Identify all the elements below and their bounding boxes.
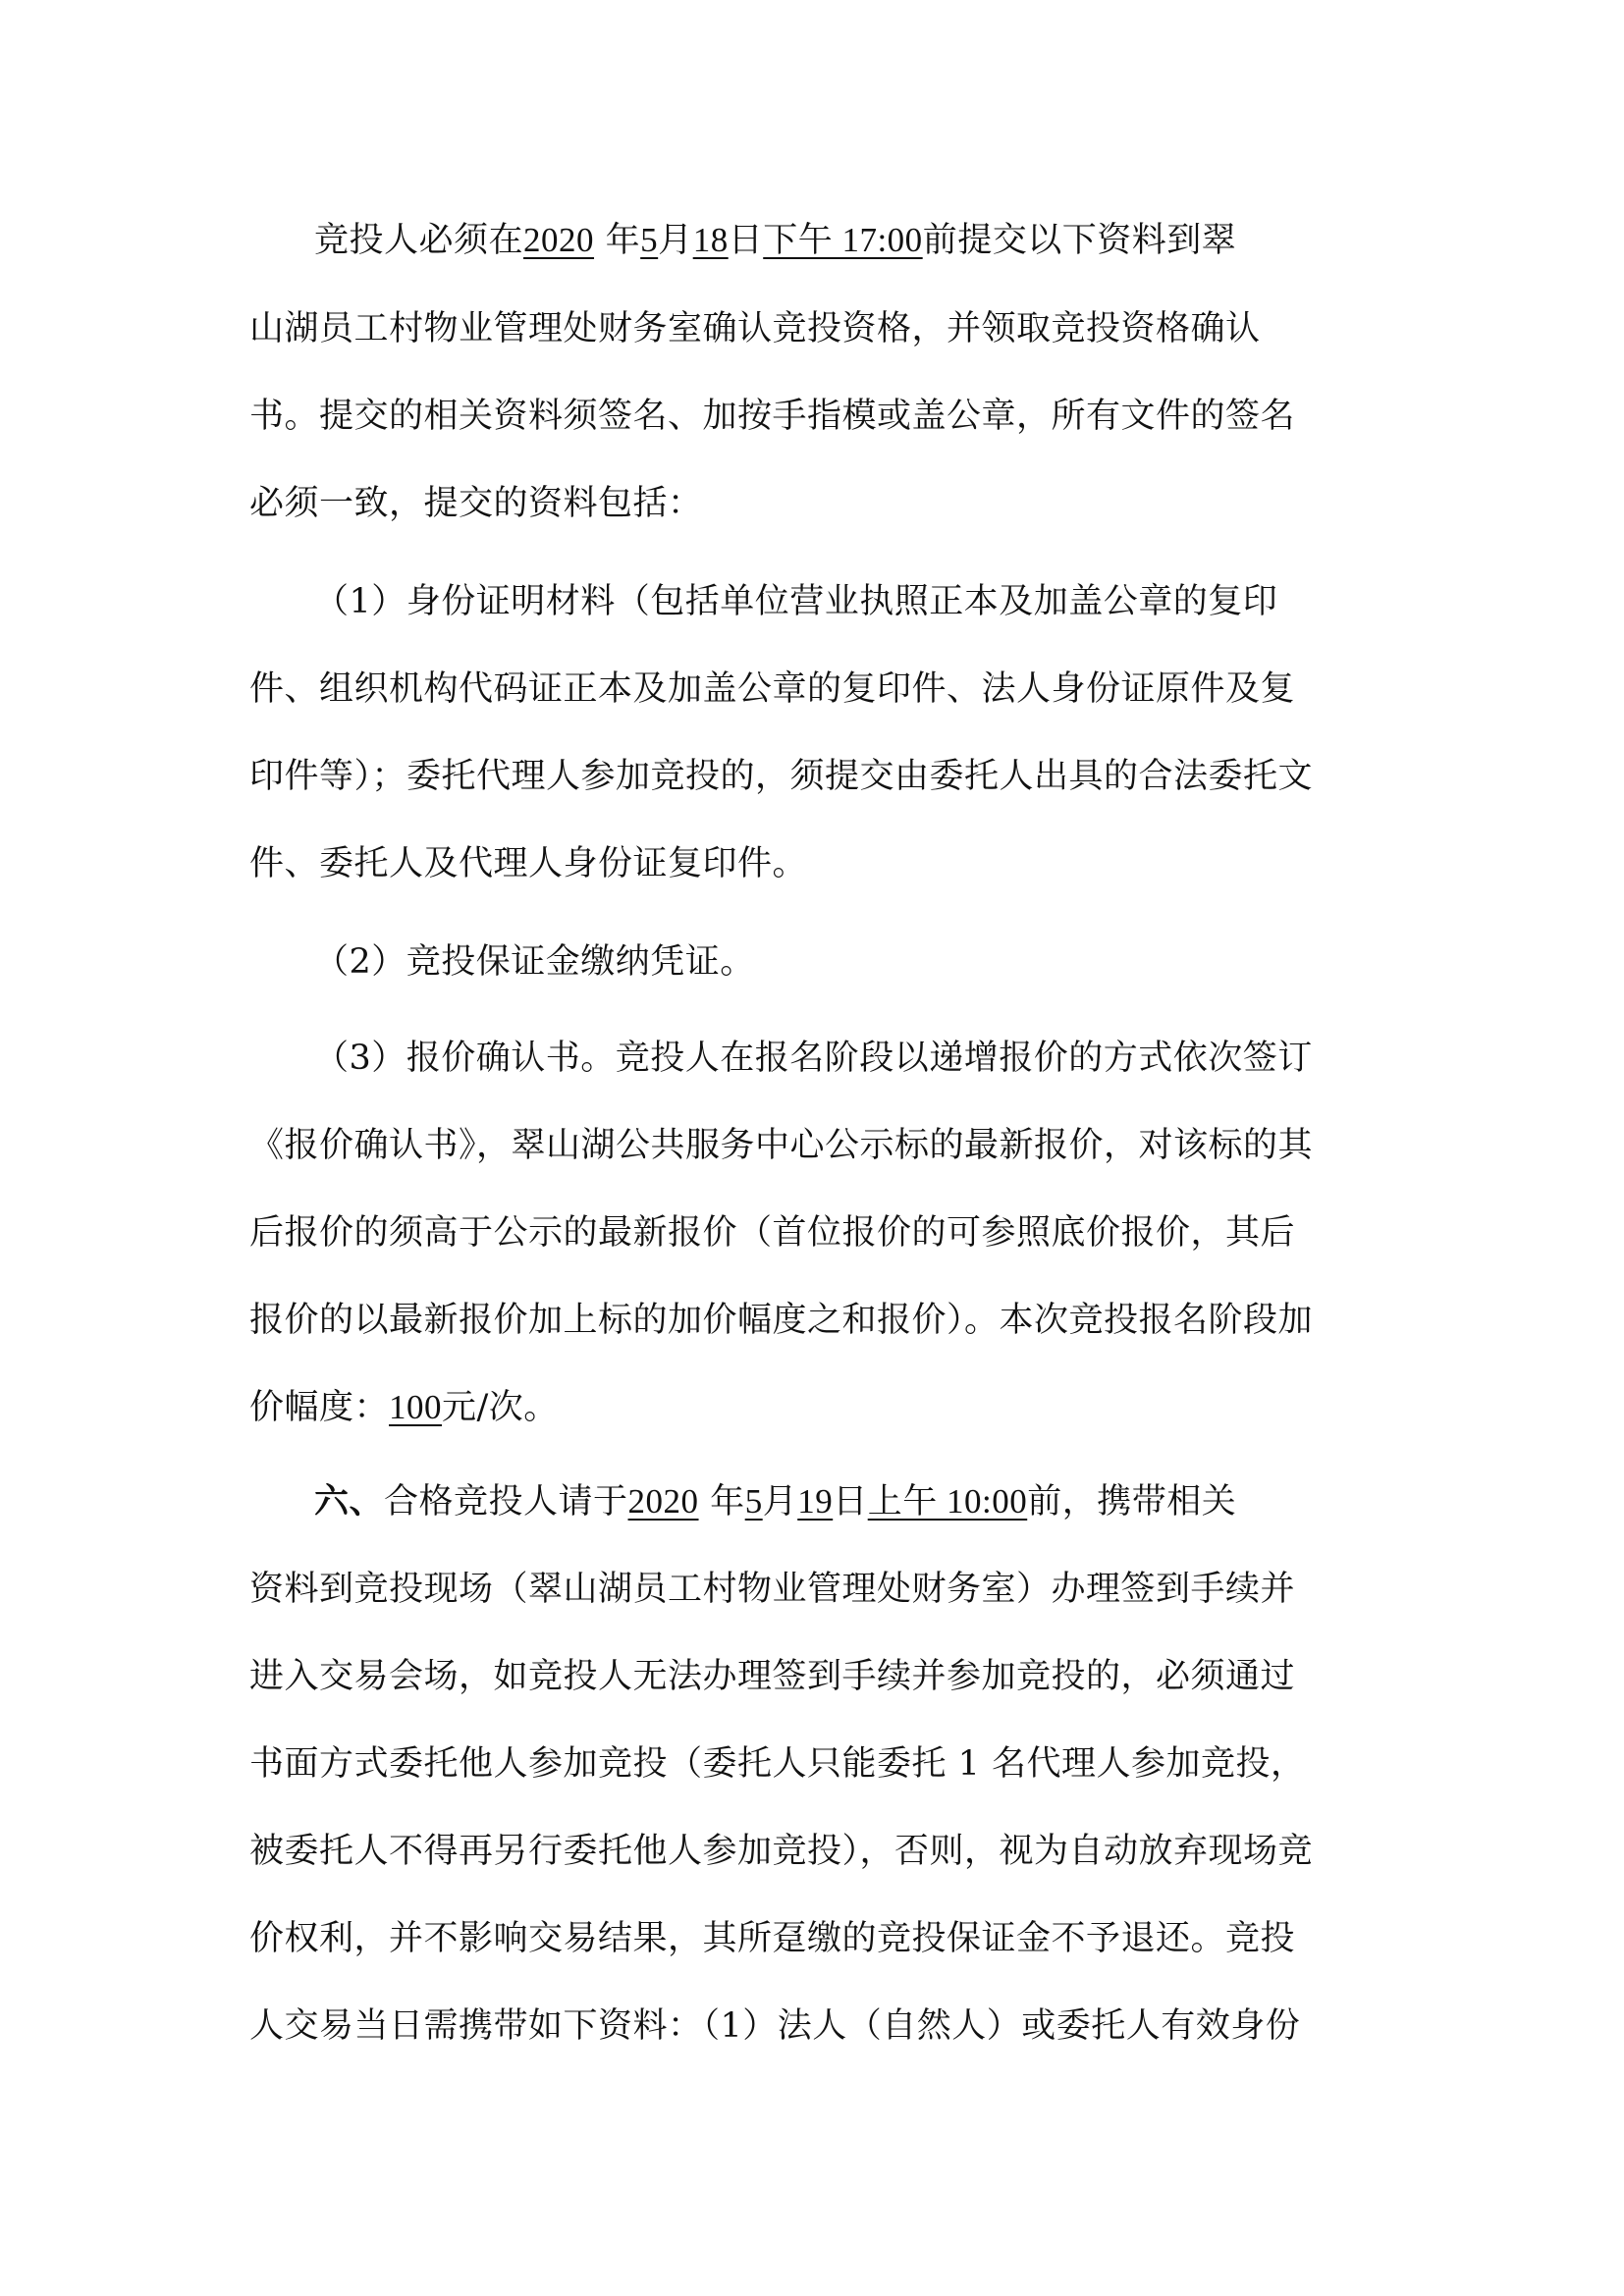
- price-increment-amount: 100: [389, 1388, 443, 1426]
- item-2-line-1: （2）竞投保证金缴纳凭证。: [314, 942, 755, 982]
- text: 日: [833, 1482, 868, 1522]
- deadline-month: 5: [640, 221, 659, 259]
- section-6-heading: 六、: [314, 1481, 385, 1522]
- item-1-line-2: 件、组织机构代码证正本及加盖公章的复印件、法人身份证原件及复: [249, 669, 1296, 709]
- text: 合格竞投人请于: [384, 1482, 628, 1522]
- text: 年: [605, 221, 641, 260]
- item-3-line-5: [249, 1378, 1624, 1437]
- text: 元/次。: [442, 1388, 559, 1427]
- text: 价幅度：: [249, 1388, 390, 1427]
- item-3-line-4: 报价的以最新报价加上标的加价幅度之和报价）。本次竞投报名阶段加: [249, 1301, 1314, 1340]
- item-3-line-3: 后报价的须高于公示的最新报价（首位报价的可参照底价报价，其后: [249, 1213, 1296, 1253]
- section-6-line-1: [314, 1472, 1624, 1531]
- text: 日: [728, 221, 764, 260]
- event-year: 2020: [627, 1482, 699, 1521]
- paragraph-1-line-3: 书。提交的相关资料须签名、加按手指模或盖公章，所有文件的签名: [249, 397, 1296, 436]
- text: 前，携带相关: [1027, 1482, 1237, 1522]
- paragraph-1-line-2: 山湖员工村物业管理处财务室确认竞投资格，并领取竞投资格确认: [249, 309, 1261, 348]
- text: 月: [658, 221, 693, 260]
- item-1-line-3: 印件等）；委托代理人参加竞投的，须提交由委托人出具的合法委托文: [249, 757, 1314, 796]
- item-3-line-1: （3）报价确认书。竞投人在报名阶段以递增报价的方式依次签订: [314, 1039, 1313, 1078]
- event-time: 上午 10:00: [867, 1482, 1028, 1521]
- section-6-line-4: 书面方式委托他人参加竞投（委托人只能委托 1 名代理人参加竞投，: [249, 1744, 1306, 1784]
- deadline-time: 下午 17:00: [763, 221, 923, 259]
- deadline-day: 18: [692, 221, 729, 259]
- text: 前提交以下资料到翠: [922, 221, 1237, 260]
- event-month: 5: [744, 1482, 763, 1521]
- section-6-line-2: 资料到竞投现场（翠山湖员工村物业管理处财务室）办理签到手续并: [249, 1570, 1296, 1609]
- paragraph-1-line-1: [314, 211, 1624, 270]
- item-3-line-2: 《报价确认书》，翠山湖公共服务中心公示标的最新报价，对该标的其: [249, 1126, 1314, 1165]
- section-6-line-7: 人交易当日需携带如下资料：（1）法人（自然人）或委托人有效身份: [249, 2006, 1301, 2046]
- item-1-line-4: 件、委托人及代理人身份证复印件。: [249, 844, 808, 883]
- text: 月: [762, 1482, 798, 1522]
- paragraph-1-line-4: 必须一致，提交的资料包括：: [249, 484, 703, 523]
- event-day: 19: [797, 1482, 834, 1521]
- text: 年: [710, 1482, 745, 1522]
- deadline-year: 2020: [523, 221, 595, 259]
- section-6-line-5: 被委托人不得再另行委托他人参加竞投），否则，视为自动放弃现场竞: [249, 1832, 1314, 1871]
- text: 竞投人必须在: [314, 221, 524, 260]
- section-6-line-3: 进入交易会场，如竞投人无法办理签到手续并参加竞投的，必须通过: [249, 1657, 1296, 1696]
- section-6-line-6: 价权利，并不影响交易结果，其所趸缴的竞投保证金不予退还。竞投: [249, 1919, 1296, 1958]
- item-1-line-1: （1）身份证明材料（包括单位营业执照正本及加盖公章的复印: [314, 582, 1278, 621]
